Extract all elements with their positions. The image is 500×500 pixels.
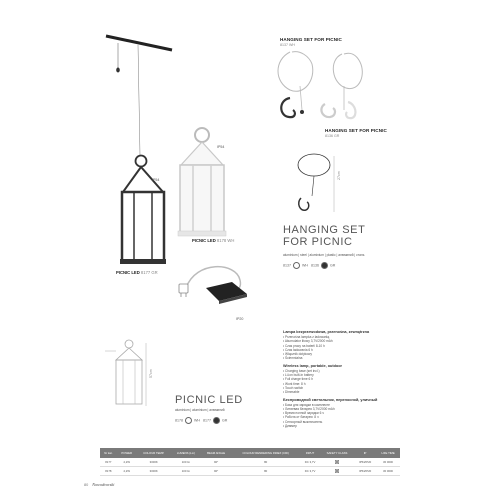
description-line: • Ściemnialna <box>283 356 303 361</box>
ip54-label-gr: IP54 <box>152 178 160 182</box>
picnic-led-dimension-icon <box>105 340 146 406</box>
table-cell: IP54/IP20 <box>354 467 376 476</box>
hanging-set-heading-line2: FOR PICNIC <box>283 236 353 248</box>
description-line: • Przenośna lampka z ładowarką <box>283 335 330 339</box>
picnic-led-materials: aluminium | aluminium | алюминий <box>175 408 225 412</box>
description-line: • Время полной зарядки 6 ч <box>283 411 324 416</box>
graphite-swatch-icon <box>213 417 220 424</box>
description-line: • Charging base (set incl.) <box>283 368 320 373</box>
table-header: POWER <box>117 448 137 458</box>
page-number: 80 <box>84 483 89 487</box>
description-line: • Работа от батареи: 8 ч <box>283 415 319 420</box>
table-header: SAFETY CLASS <box>320 448 354 458</box>
description-line: • Work time: 8 h <box>283 381 306 386</box>
description-line: • База для зарядки в комплекте <box>283 402 330 407</box>
picnic-led-heading: PICNIC LED <box>175 394 243 406</box>
descriptions <box>283 330 398 428</box>
safety-class-icon <box>335 460 339 464</box>
table-header: INPUT <box>300 448 320 458</box>
lantern-gr-icon <box>120 156 166 265</box>
safety-class-icon <box>335 469 339 473</box>
hanging-set-dimension: 27cm <box>337 171 341 180</box>
table-cell: 3000K <box>137 467 171 476</box>
description-line: • Akumulator litowy 3,7V/2000 mAh <box>283 339 333 344</box>
variant-label: GR <box>330 263 336 268</box>
hanging-set-dimension-icon <box>298 154 334 212</box>
description-line: • Czas ładowania 6 h <box>283 347 313 352</box>
description-title: Беспроводной светильник, переносной, уличный <box>283 397 378 402</box>
table-cell: 80 <box>231 467 300 476</box>
picnic-led-wh-label <box>192 238 234 243</box>
description-pl <box>283 330 398 361</box>
picnic-led-dimension: 57cm <box>149 369 153 378</box>
variant-label: GR <box>222 418 228 423</box>
description-line: • Czas pracy na baterii 8-10 h <box>283 343 325 348</box>
table-cell: 90° <box>201 467 231 476</box>
table-header: Nr kat. <box>100 448 117 458</box>
ip20-label: IP20 <box>236 317 244 321</box>
white-swatch-icon <box>293 262 300 269</box>
hanging-set-wh-icon <box>278 52 313 117</box>
table-cell: DC 3,7V <box>300 467 320 476</box>
table-cell: 2,2W <box>117 467 137 476</box>
description-line: • Сенсорный выключатель <box>283 419 323 424</box>
description-en <box>283 364 398 395</box>
spec-table <box>100 448 400 476</box>
table-cell: 8178 <box>100 467 117 476</box>
graphite-swatch-icon <box>321 262 328 269</box>
hanging-set-wh-title: HANGING SET FOR PICNIC <box>280 37 342 42</box>
table-cell: 100 lm <box>171 467 201 476</box>
table-header: BEAM ANGLE <box>201 448 231 458</box>
variant-code: 8178 <box>175 418 183 423</box>
table-header: COLOUR TEMP. <box>137 448 171 458</box>
picnic-led-gr-label <box>116 270 158 275</box>
picnic-led-wh-name: PICNIC LED <box>192 238 216 243</box>
description-line: • Dimmable <box>283 390 300 395</box>
table-row <box>100 467 400 476</box>
table-header: COLOUR RENDERING INDEX (CRI) <box>231 448 300 458</box>
hanging-set-gr-code: 8136 GR <box>325 134 340 138</box>
picnic-led-wh-code: 8178 WH <box>216 238 235 243</box>
table-cell: 3000K <box>137 458 171 467</box>
table-cell: IP54/IP20 <box>354 458 376 467</box>
picnic-led-variants <box>175 417 227 424</box>
variant-label: WH <box>302 263 308 268</box>
brand-logo: Nowodvorski <box>92 482 115 487</box>
hanging-set-gr-title: HANGING SET FOR PICNIC <box>325 128 387 133</box>
hanging-set-heading-line1: HANGING SET <box>283 224 366 236</box>
variant-code: 8136 <box>311 263 319 268</box>
hanging-set-heading <box>283 224 365 248</box>
table-cell: 100 lm <box>171 458 201 467</box>
description-line: • Włącznik dotykowy <box>283 352 312 357</box>
description-line: • Литиевая батарея 3,7V/2000 mAh <box>283 406 335 411</box>
charging-base-icon <box>179 267 247 304</box>
table-cell: 2,2W <box>117 458 137 467</box>
white-swatch-icon <box>185 417 192 424</box>
hanging-set-wh-code: 8137 WH <box>280 43 295 47</box>
hanging-set-materials: aluminium | steel | aluminium | plastic | алюминий | сталь <box>283 253 365 257</box>
table-cell: 8177 <box>100 458 117 467</box>
description-line: • Full charge time 6 h <box>283 377 313 382</box>
hanging-set-variants <box>283 262 335 269</box>
table-cell <box>320 467 354 476</box>
picnic-led-gr-code: 8177 GR <box>140 270 158 275</box>
description-title: Lampa bezprzewodowa, przenośna, zewnętrzna <box>283 330 370 334</box>
picnic-led-gr-name: PICNIC LED <box>116 270 140 275</box>
variant-code: 8177 <box>203 418 211 423</box>
table-cell: 80 <box>231 458 300 467</box>
table-cell <box>320 458 354 467</box>
table-cell: 30 000h <box>376 458 400 467</box>
description-line: • Диммер <box>283 424 297 429</box>
description-title: Wireless lamp, portable, outdoor <box>283 363 343 368</box>
table-row <box>100 458 400 467</box>
table-header-row <box>100 448 400 458</box>
table-cell: DC 3,7V <box>300 458 320 467</box>
table-cell: 90° <box>201 458 231 467</box>
variant-label: WH <box>194 418 200 423</box>
table-header: LUMENS (Lm) <box>171 448 201 458</box>
table-header: LIFE TIME <box>376 448 400 458</box>
table-cell: 30 000h <box>376 467 400 476</box>
track-rail <box>106 36 172 155</box>
table-header: IP <box>354 448 376 458</box>
ip54-label-wh: IP54 <box>217 145 225 149</box>
description-line: • Li-ion built-in battery <box>283 373 314 378</box>
description-ru <box>283 398 398 429</box>
description-line: • Touch switch <box>283 385 304 390</box>
hanging-set-gr-icon <box>321 53 362 118</box>
variant-code: 8137 <box>283 263 291 268</box>
footer <box>84 482 114 487</box>
